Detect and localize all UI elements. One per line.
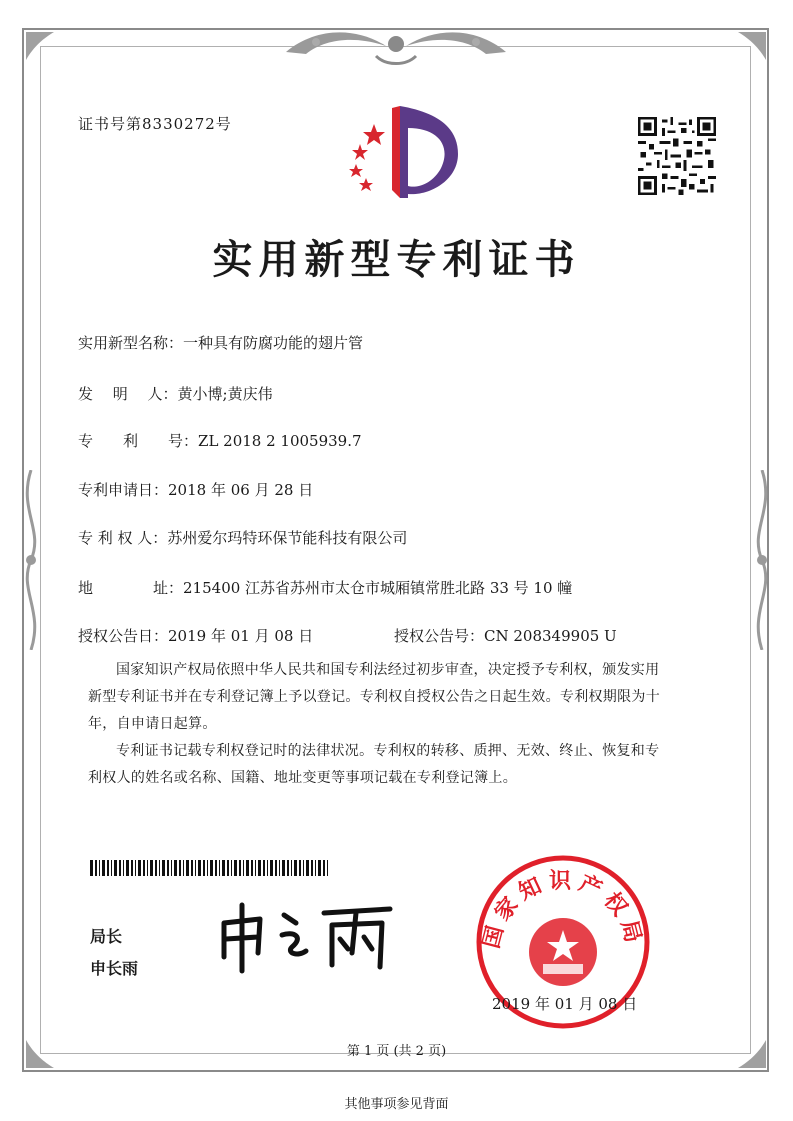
paragraph-line: 年，自申请日起算。 bbox=[88, 716, 217, 732]
seal-text: 国家知识产权局 bbox=[479, 869, 647, 951]
grant-number-row bbox=[394, 625, 617, 646]
inventor-value: 黄小博;黄庆伟 bbox=[177, 385, 273, 403]
grant-number-value: CN 208349905 U bbox=[484, 627, 617, 645]
footer-note: 其他事项参见背面 bbox=[344, 1097, 449, 1112]
application-date-value: 2018 年 06 月 28 日 bbox=[168, 481, 314, 499]
inventor-label: 发 明 人： bbox=[78, 385, 178, 403]
certificate-number: 证书号第8330272号 bbox=[78, 115, 232, 133]
grant-date-value: 2019 年 01 月 08 日 bbox=[168, 627, 314, 645]
patentee-row bbox=[78, 527, 407, 548]
paragraph-line: 新型专利证书并在专利登记簿上予以登记。专利权自授权公告之日起生效。专利权期限为十 bbox=[88, 689, 660, 705]
corner-ornament-top-left-icon bbox=[24, 30, 64, 70]
grant-number-label: 授权公告号： bbox=[394, 627, 485, 645]
patentee-label: 专 利 权 人： bbox=[78, 529, 168, 547]
right-side-ornament-icon bbox=[749, 470, 775, 650]
paragraph-line: 利权人的姓名或名称、国籍、地址变更等事项记载在专利登记簿上。 bbox=[88, 770, 517, 786]
patent-number-row bbox=[78, 430, 362, 451]
application-date-label: 专利申请日： bbox=[78, 481, 169, 499]
grant-date-label: 授权公告日： bbox=[78, 627, 169, 645]
paragraph-line: 专利证书记载专利权登记时的法律状况。专利权的转移、质押、无效、终止、恢复和专 bbox=[116, 743, 660, 759]
address-value: 215400 江苏省苏州市太仓市城厢镇常胜北路 33 号 10 幢 bbox=[183, 579, 573, 597]
corner-ornament-top-right-icon bbox=[728, 30, 768, 70]
qr-code-icon[interactable] bbox=[637, 117, 717, 195]
patent-number-label: 专 利 号： bbox=[78, 432, 199, 450]
grant-statement-paragraph bbox=[88, 657, 708, 738]
patentee-value: 苏州爱尔玛特环保节能科技有限公司 bbox=[167, 529, 408, 547]
paragraph-line: 国家知识产权局依照中华人民共和国专利法经过初步审查，决定授予专利权，颁发实用 bbox=[116, 662, 660, 678]
patent-office-logo-icon bbox=[330, 98, 470, 208]
top-ornament-icon bbox=[276, 22, 516, 70]
certificate-title: 实用新型专利证书 bbox=[212, 236, 581, 283]
application-date-row bbox=[78, 479, 313, 500]
utility-model-name-value: 一种具有防腐功能的翅片管 bbox=[183, 334, 364, 352]
address-label: 地 址： bbox=[78, 579, 184, 597]
utility-model-name-label: 实用新型名称： bbox=[78, 334, 184, 352]
signature-icon bbox=[212, 895, 402, 975]
seal-date: 2019 年 01 月 08 日 bbox=[492, 995, 638, 1013]
patent-number-value: ZL 2018 2 1005939.7 bbox=[198, 432, 362, 450]
left-side-ornament-icon bbox=[18, 470, 44, 650]
utility-model-name-row bbox=[78, 332, 363, 353]
legal-status-paragraph bbox=[88, 738, 708, 792]
director-title: 局长 bbox=[90, 927, 123, 946]
inventor-row bbox=[78, 383, 273, 404]
director-name: 申长雨 bbox=[90, 959, 139, 978]
barcode-icon bbox=[90, 860, 330, 876]
grant-date-row bbox=[78, 625, 313, 646]
page-number: 第 1 页 (共 2 页) bbox=[346, 1044, 447, 1059]
address-row bbox=[78, 577, 572, 598]
